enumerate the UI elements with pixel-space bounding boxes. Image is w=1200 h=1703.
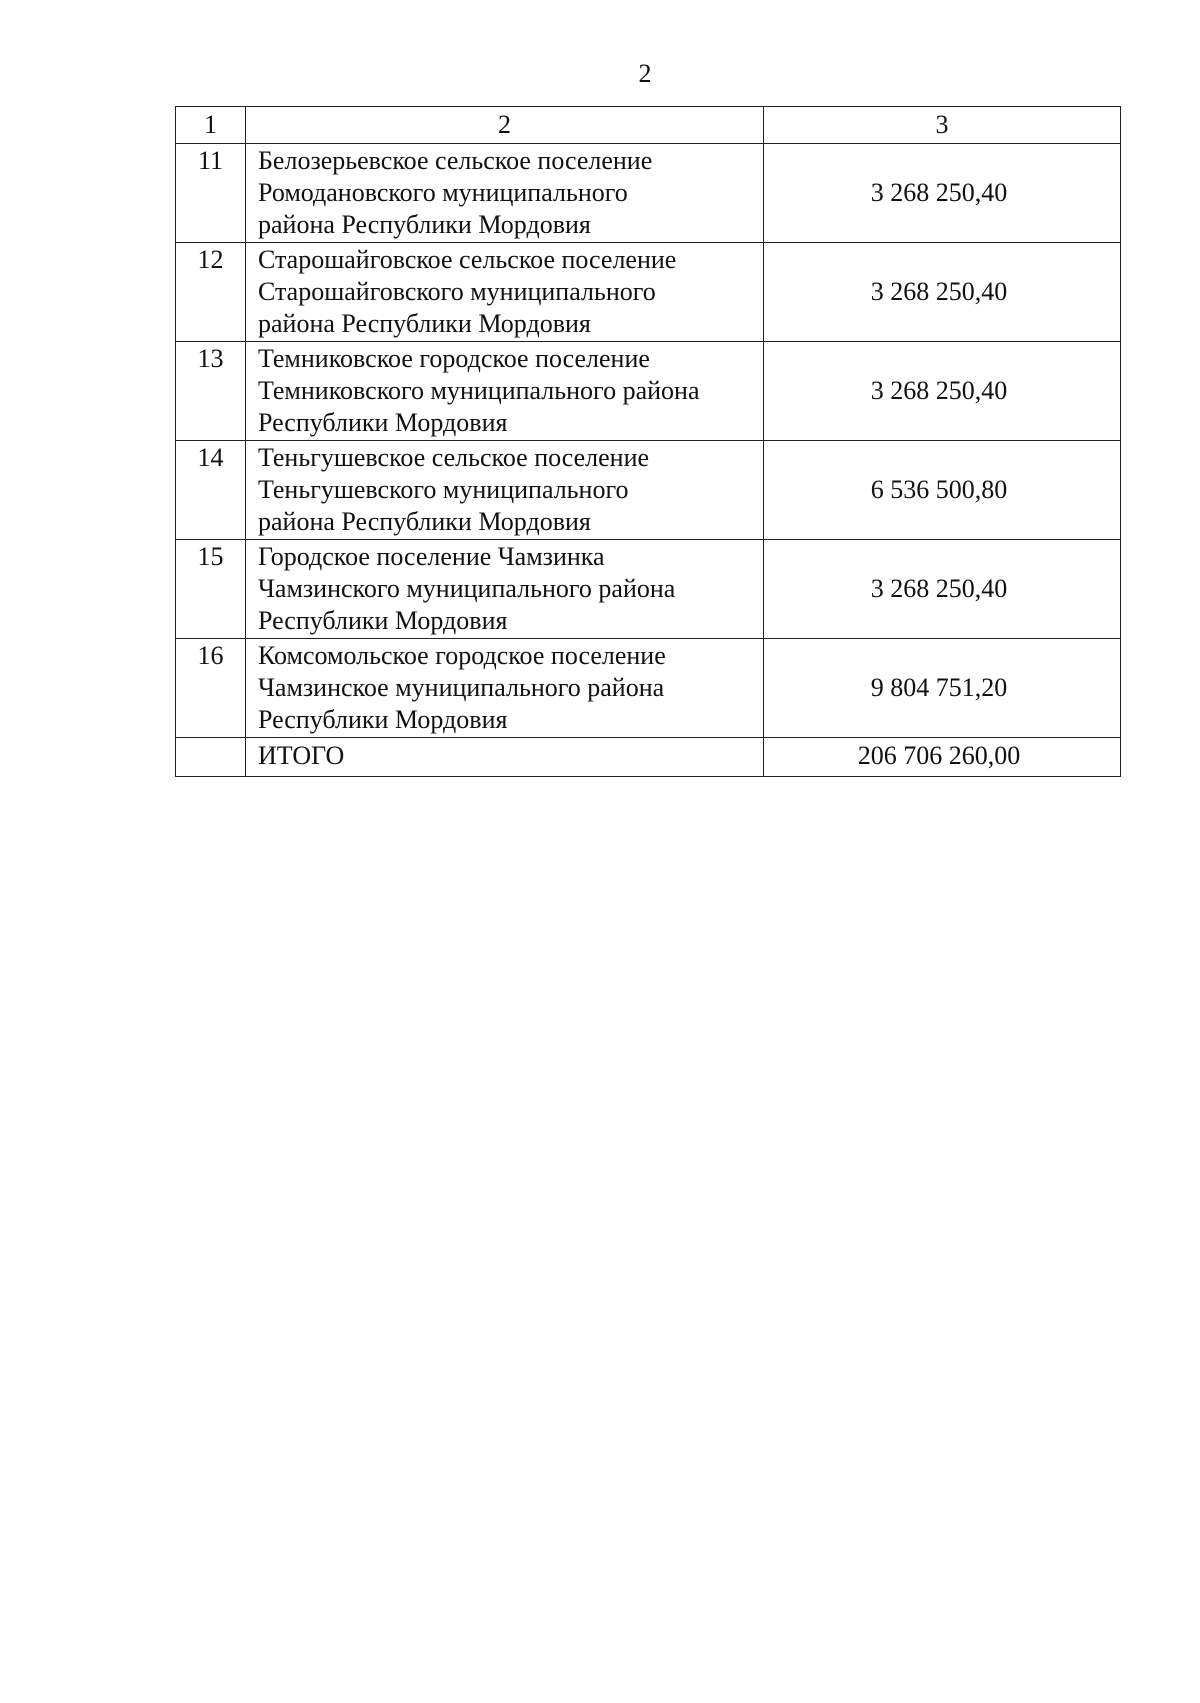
settlement-name-line: Старошайговского муниципального — [258, 277, 656, 306]
amount: 3 268 250,40 — [764, 342, 1121, 441]
settlement-name-line: Республики Мордовия — [258, 606, 508, 635]
settlement-name-line: Старошайговское сельское поселение — [258, 245, 677, 274]
settlement-name-line: района Республики Мордовия — [258, 309, 591, 338]
settlement-name-line: Белозерьевское сельское поселение — [258, 146, 653, 175]
settlement-name-line: района Республики Мордовия — [258, 507, 591, 536]
settlement-name-line: Городское поселение Чамзинка — [258, 542, 605, 571]
row-number: 13 — [176, 342, 246, 441]
settlement-name-line: Комсомольское городское поселение — [258, 641, 666, 670]
row-number: 14 — [176, 441, 246, 540]
header-cell-1: 1 — [176, 107, 246, 144]
header-cell-3: 3 — [764, 107, 1121, 144]
settlement-name — [246, 243, 764, 342]
amount: 6 536 500,80 — [764, 441, 1121, 540]
settlement-name-line: Чамзинское муниципального района — [258, 673, 665, 702]
settlement-name-line: района Республики Мордовия — [258, 210, 591, 239]
settlement-name — [246, 639, 764, 738]
table-row — [176, 441, 1121, 540]
settlement-name-line: Темниковское городское поселение — [258, 344, 650, 373]
amount: 9 804 751,20 — [764, 639, 1121, 738]
settlement-name-line: Теньгушевское сельское поселение — [258, 443, 650, 472]
settlement-name-line: Чамзинского муниципального района — [258, 574, 676, 603]
total-amount: 206 706 260,00 — [764, 738, 1121, 777]
settlement-name — [246, 144, 764, 243]
amount: 3 268 250,40 — [764, 540, 1121, 639]
page-number: 2 — [638, 59, 652, 88]
settlement-name — [246, 342, 764, 441]
row-number: 11 — [176, 144, 246, 243]
table-row — [176, 243, 1121, 342]
total-number-cell — [176, 738, 246, 777]
settlement-name — [246, 441, 764, 540]
table-header-row — [176, 107, 1121, 144]
total-row — [176, 738, 1121, 777]
row-number: 15 — [176, 540, 246, 639]
settlement-name-line: Республики Мордовия — [258, 408, 508, 437]
allocation-table — [175, 106, 1121, 777]
row-number: 12 — [176, 243, 246, 342]
table-row — [176, 639, 1121, 738]
table-row — [176, 144, 1121, 243]
amount: 3 268 250,40 — [764, 144, 1121, 243]
settlement-name-line: Республики Мордовия — [258, 705, 508, 734]
total-label: ИТОГО — [246, 738, 764, 777]
settlement-name — [246, 540, 764, 639]
row-number: 16 — [176, 639, 246, 738]
table-row — [176, 342, 1121, 441]
settlement-name-line: Теньгушевского муниципального — [258, 475, 629, 504]
table-row — [176, 540, 1121, 639]
settlement-name-line: Темниковского муниципального района — [258, 376, 700, 405]
settlement-name-line: Ромодановского муниципального — [258, 178, 628, 207]
header-cell-2: 2 — [246, 107, 764, 144]
amount: 3 268 250,40 — [764, 243, 1121, 342]
